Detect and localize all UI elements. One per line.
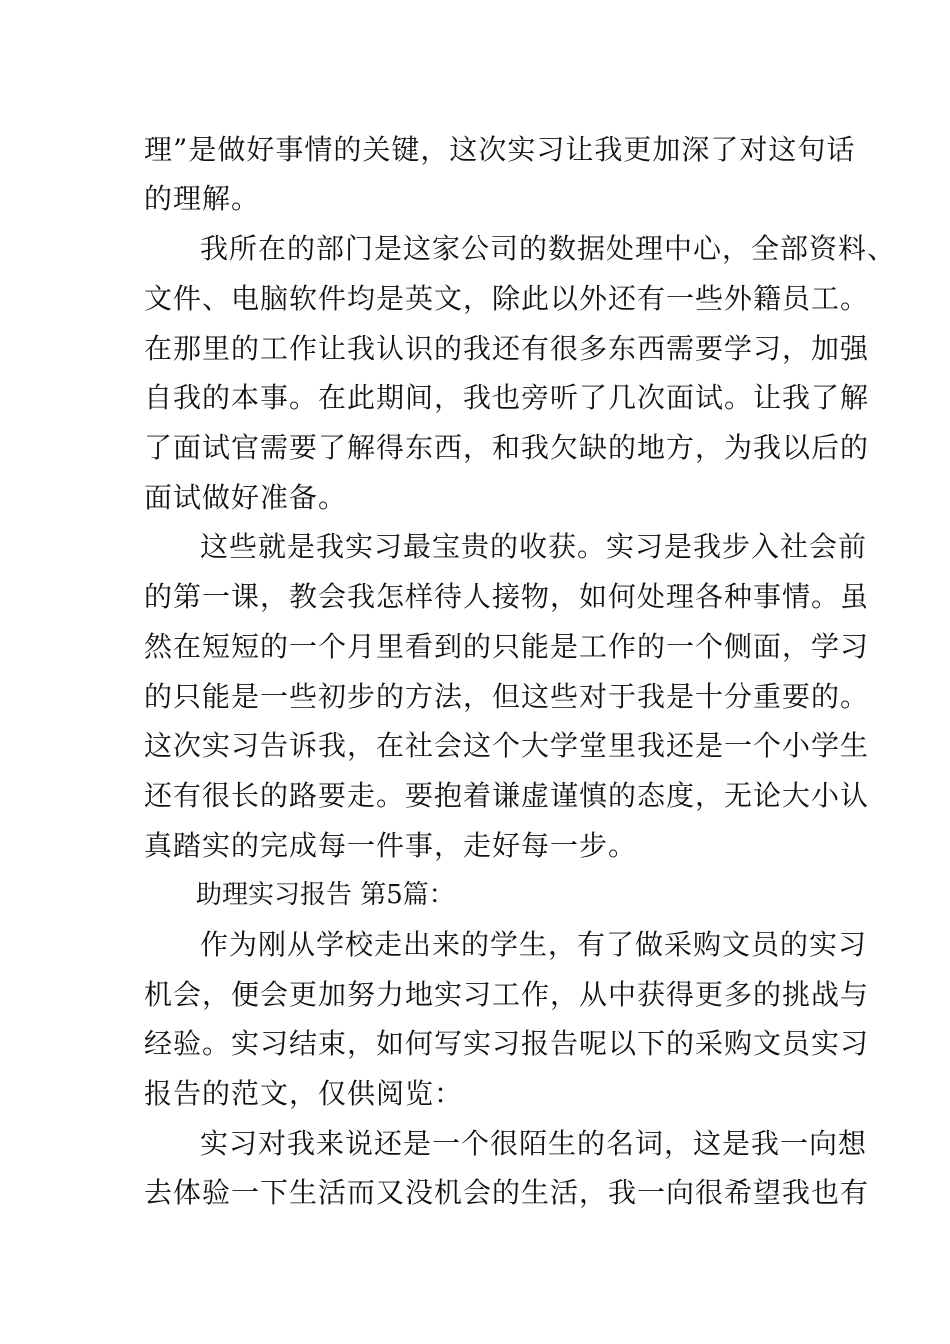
text-line: 了面试官需要了解得东西，和我欠缺的地方，为我以后的 xyxy=(144,431,870,464)
text-line: 的只能是一些初步的方法，但这些对于我是十分重要的。 xyxy=(144,680,870,713)
paragraph-start-line: 作为刚从学校走出来的学生，有了做采购文员的实习 xyxy=(200,928,868,961)
paragraph-start-line: 这些就是我实习最宝贵的收获。实习是我步入社会前 xyxy=(200,530,868,563)
text-line: 的第一课，教会我怎样待人接物，如何处理各种事情。虽 xyxy=(144,580,870,613)
paragraph-start-line: 实习对我来说还是一个很陌生的名词，这是我一向想 xyxy=(200,1127,868,1160)
text-line: 报告的范文，仅供阅览： xyxy=(144,1077,464,1110)
text-line: 自我的本事。在此期间，我也旁听了几次面试。让我了解 xyxy=(144,381,870,414)
paragraph-start-line: 我所在的部门是这家公司的数据处理中心，全部资料、 xyxy=(200,232,897,265)
text-line: 面试做好准备。 xyxy=(144,481,348,514)
text-line: 机会，便会更加努力地实习工作，从中获得更多的挑战与 xyxy=(144,978,870,1011)
text-line: 理”是做好事情的关键，这次实习让我更加深了对这句话 xyxy=(144,133,856,166)
text-line: 这次实习告诉我，在社会这个大学堂里我还是一个小学生 xyxy=(144,729,870,762)
text-line: 还有很长的路要走。要抱着谦虚谨慎的态度，无论大小认 xyxy=(144,779,870,812)
text-line: 真踏实的完成每一件事，走好每一步。 xyxy=(144,829,638,862)
text-line: 然在短短的一个月里看到的只能是工作的一个侧面，学习 xyxy=(144,630,870,663)
text-line: 在那里的工作让我认识的我还有很多东西需要学习，加强 xyxy=(144,332,870,365)
text-line: 文件、电脑软件均是英文，除此以外还有一些外籍员工。 xyxy=(144,282,870,315)
text-line: 经验。实习结束，如何写实习报告呢以下的采购文员实习 xyxy=(144,1027,870,1060)
text-line: 去体验一下生活而又没机会的生活，我一向很希望我也有 xyxy=(144,1176,870,1209)
text-line: 的理解。 xyxy=(144,182,261,215)
section-heading: 助理实习报告 第5篇： xyxy=(196,880,455,910)
